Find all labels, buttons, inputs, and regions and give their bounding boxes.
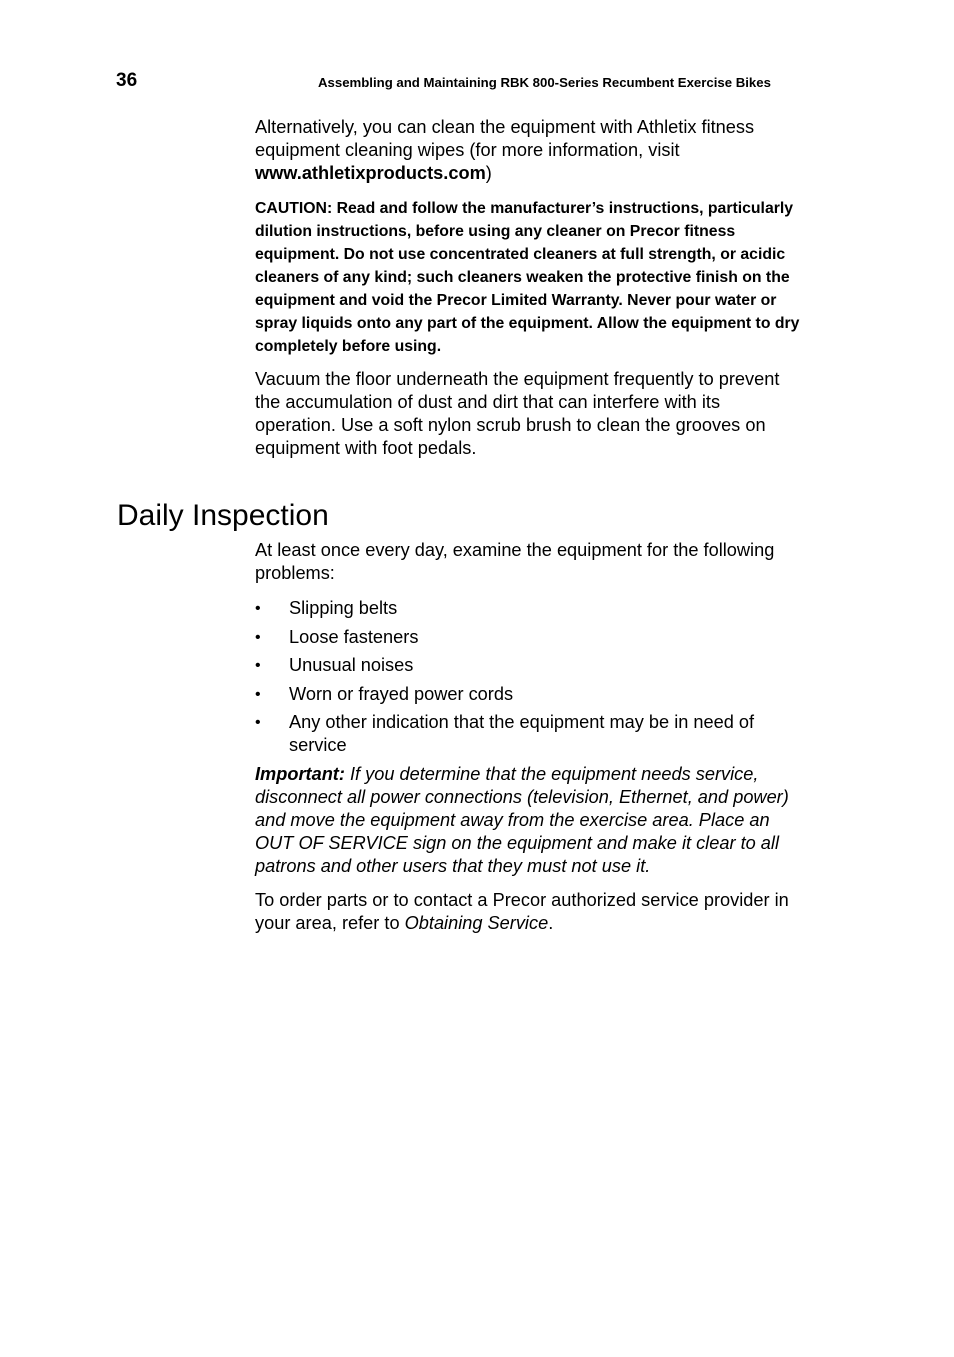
vacuum-paragraph: [255, 368, 800, 460]
list-item: [255, 711, 800, 757]
caution-block: [255, 197, 800, 358]
order-parts-end: .: [548, 913, 554, 933]
important-label: Important:: [255, 764, 345, 784]
page-number: 36: [116, 70, 138, 91]
bullet-icon: •: [255, 714, 261, 731]
paren-close: ): [485, 163, 492, 183]
list-item: [255, 654, 800, 677]
cleaning-wipes-paragraph: [255, 116, 800, 185]
obtaining-service-reference[interactable]: Obtaining Service: [404, 913, 549, 933]
athletix-url-link[interactable]: www.athletixproducts.com: [255, 163, 486, 183]
inspection-bullet-list: [255, 597, 800, 757]
inspection-intro: [255, 539, 800, 585]
section-heading-daily-inspection: Daily Inspection: [117, 499, 329, 532]
list-item-text: Loose fasteners: [289, 626, 419, 647]
caution-text: CAUTION: Read and follow the manufacturer’s instructions, particularly dilution instructions, before using any cleaner on Precor fitness equipment. Do not use concentrated cleaners at full strength, or acidic cleaners of any kind; such cleaners weaken the protective finish on the equipment and void the Precor Limited Warranty. Never pour water or spray liquids onto any part of the equipment. Allow the equipment to dry completely before using.: [255, 200, 800, 355]
bullet-icon: •: [255, 600, 261, 617]
list-item-text: Slipping belts: [289, 598, 398, 618]
important-text: If you determine that the equipment needs service, disconnect all power connections (television, Ethernet, and power) and move the equipment away from the exercise area. Place an OUT OF SERVICE sign on the equipment and make it clear to all patrons and other users that they must not use it.: [255, 764, 789, 876]
cleaning-wipes-text: Alternatively, you can clean the equipment with Athletix fitness equipment cleaning wipes (for more information, visit: [255, 117, 755, 160]
vacuum-text: Vacuum the floor underneath the equipment frequently to prevent the accumulation of dust and dirt that can interfere with its operation. Use a soft nylon scrub brush to clean the grooves on equipment with foot pedals.: [255, 369, 780, 458]
important-note: [255, 763, 800, 878]
running-header: Assembling and Maintaining RBK 800-Series Recumbent Exercise Bikes: [318, 75, 771, 90]
list-item: [255, 597, 800, 620]
list-item-text: Unusual noises: [289, 655, 414, 675]
order-parts-text: To order parts or to contact a Precor authorized service provider in your area, refer to: [255, 890, 789, 933]
bullet-icon: •: [255, 657, 261, 674]
list-item: [255, 626, 800, 649]
list-item-text: Worn or frayed power cords: [289, 683, 514, 704]
bullet-icon: •: [255, 685, 261, 703]
bullet-icon: •: [255, 628, 261, 646]
order-parts-paragraph: [255, 889, 800, 935]
inspection-intro-text: At least once every day, examine the equipment for the following problems:: [255, 540, 775, 583]
list-item: [255, 683, 800, 706]
list-item-text: Any other indication that the equipment may be in need of service: [289, 712, 755, 755]
